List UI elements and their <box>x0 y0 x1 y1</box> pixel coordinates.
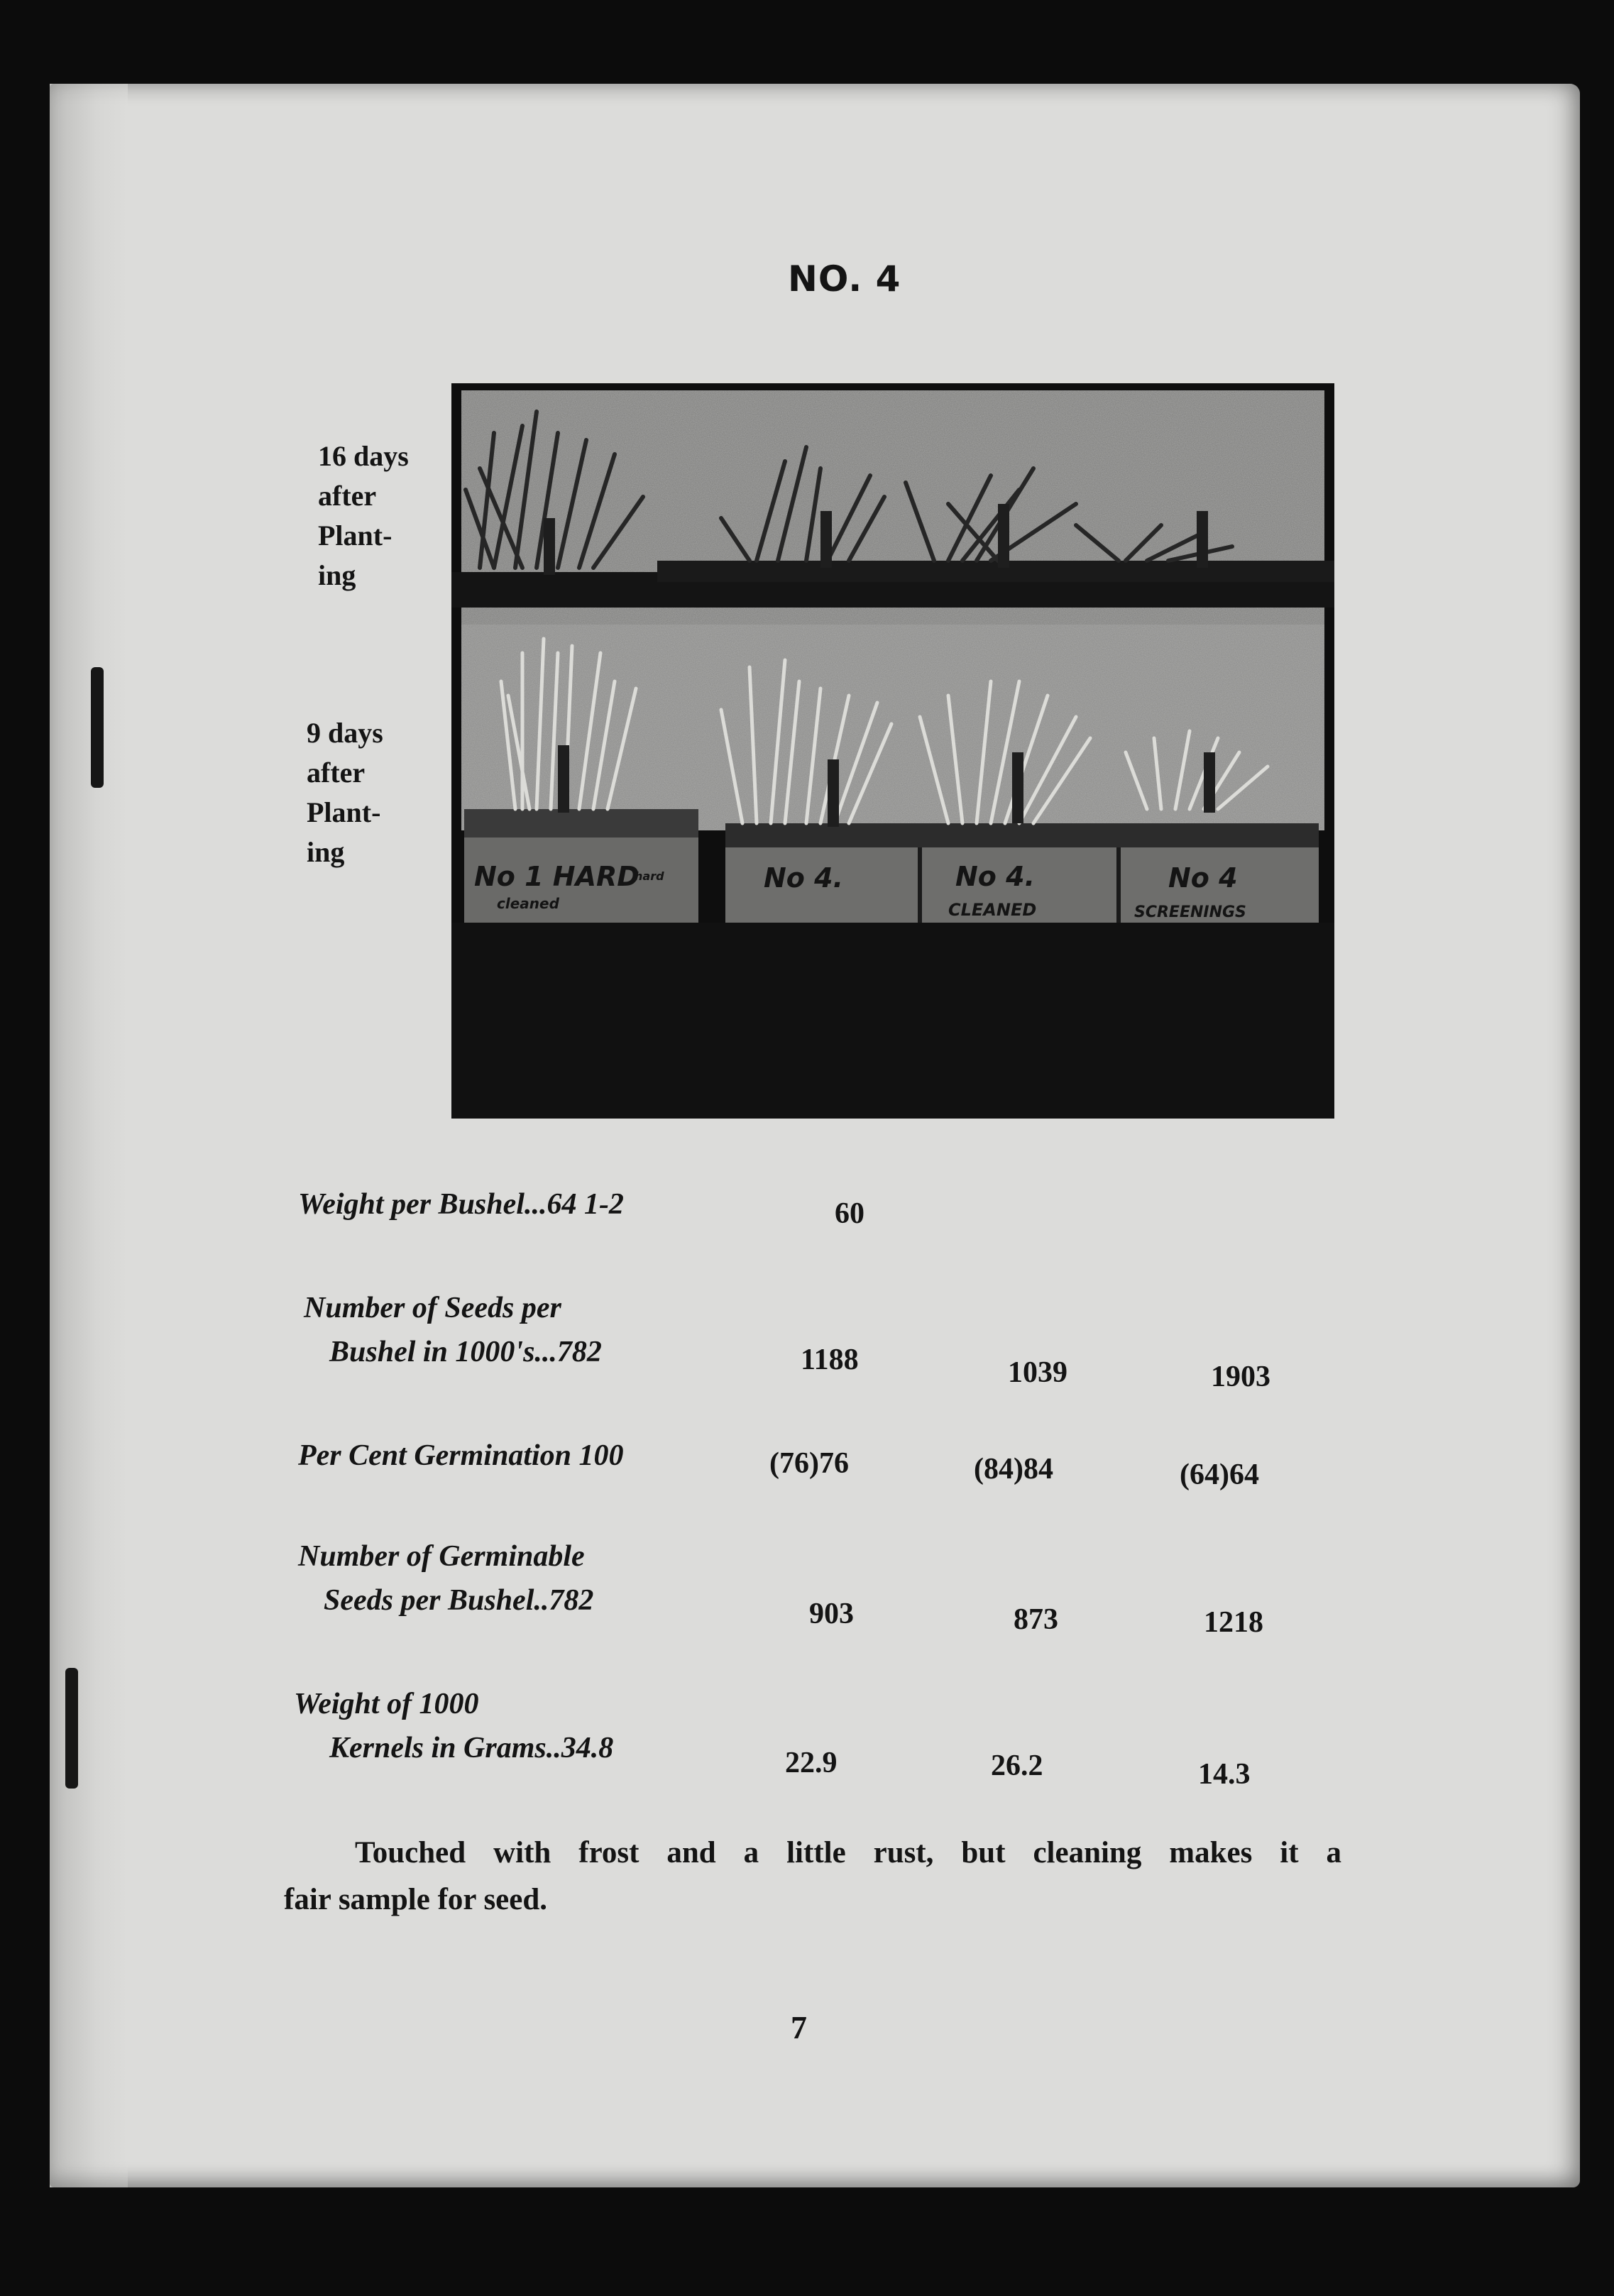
caption-line: Plant- <box>307 796 381 828</box>
caption-line: 9 days <box>307 717 383 749</box>
cell-germination-col2: (84)84 <box>974 1453 1053 1485</box>
row-label-line: Bushel in 1000's...782 <box>329 1336 602 1368</box>
row-label-weight-per-bushel <box>298 1182 624 1226</box>
row-label-germinable-seeds <box>298 1534 593 1622</box>
caption-line: Plant- <box>318 520 392 551</box>
cell-germinable-seeds-col1: 903 <box>809 1598 854 1630</box>
germination-photograph <box>451 383 1334 1119</box>
box-label-no1-small: hard <box>635 869 664 883</box>
row-label-line: Weight of 1000 <box>294 1688 479 1720</box>
caption-line: ing <box>318 559 356 591</box>
row-label-line: Per Cent Germination 100 <box>298 1439 624 1472</box>
row-label-number-of-seeds <box>304 1286 602 1374</box>
photograph-drawing <box>451 383 1334 1119</box>
cell-number-of-seeds-col1: 1188 <box>801 1344 859 1376</box>
cell-number-of-seeds-col2: 1039 <box>1008 1356 1067 1389</box>
lower-row-caption <box>307 713 383 872</box>
box-label-no1-hard: No 1 HARD <box>474 861 639 892</box>
row-label-weight-of-1000 <box>294 1682 613 1770</box>
cell-kernel-weight-col3: 14.3 <box>1198 1758 1251 1791</box>
row-label-line: Number of Germinable <box>298 1540 585 1573</box>
caption-line: 16 days <box>318 440 409 472</box>
cell-kernel-weight-col1: 22.9 <box>785 1747 838 1779</box>
box-label-cleaned: CLEANED <box>948 900 1037 920</box>
cell-germinable-seeds-col3: 1218 <box>1204 1606 1263 1639</box>
page-number: 7 <box>791 2009 807 2045</box>
box-label-no4-cleaned: No 4. <box>955 861 1036 892</box>
upper-row-caption <box>318 436 409 595</box>
row-label-line: Number of Seeds per <box>304 1292 561 1324</box>
row-label-line: Weight per Bushel...64 1-2 <box>298 1188 624 1221</box>
cell-germination-col3: (64)64 <box>1180 1459 1259 1491</box>
caption-line: after <box>307 757 366 789</box>
row-label-per-cent-germination <box>298 1434 624 1478</box>
box-label-no4: No 4. <box>764 862 844 894</box>
box-label-screenings: SCREENINGS <box>1134 903 1246 921</box>
box-label-no4-screenings: No 4 <box>1168 862 1238 894</box>
caption-line: after <box>318 480 377 512</box>
remarks-paragraph <box>284 1830 1341 1923</box>
page-gutter <box>50 84 128 2187</box>
caption-line: ing <box>307 836 345 868</box>
cell-number-of-seeds-col3: 1903 <box>1211 1361 1270 1393</box>
box-label-no1-cleaned: cleaned <box>497 895 559 912</box>
binding-staple-top <box>91 667 104 788</box>
remarks-line-2: fair sample for seed. <box>284 1883 548 1916</box>
cell-germinable-seeds-col2: 873 <box>1014 1603 1058 1636</box>
remarks-line-1: Touched with frost and a little rust, but cleaning makes it a <box>355 1836 1341 1869</box>
cell-kernel-weight-col2: 26.2 <box>991 1750 1043 1782</box>
page-title: NO. 4 <box>788 258 901 300</box>
row-label-line: Kernels in Grams..34.8 <box>329 1732 614 1764</box>
cell-germination-col1: (76)76 <box>769 1447 849 1480</box>
row-label-line: Seeds per Bushel..782 <box>324 1584 594 1617</box>
binding-staple-bottom <box>65 1668 78 1789</box>
cell-weight-per-bushel-col1: 60 <box>835 1197 864 1230</box>
